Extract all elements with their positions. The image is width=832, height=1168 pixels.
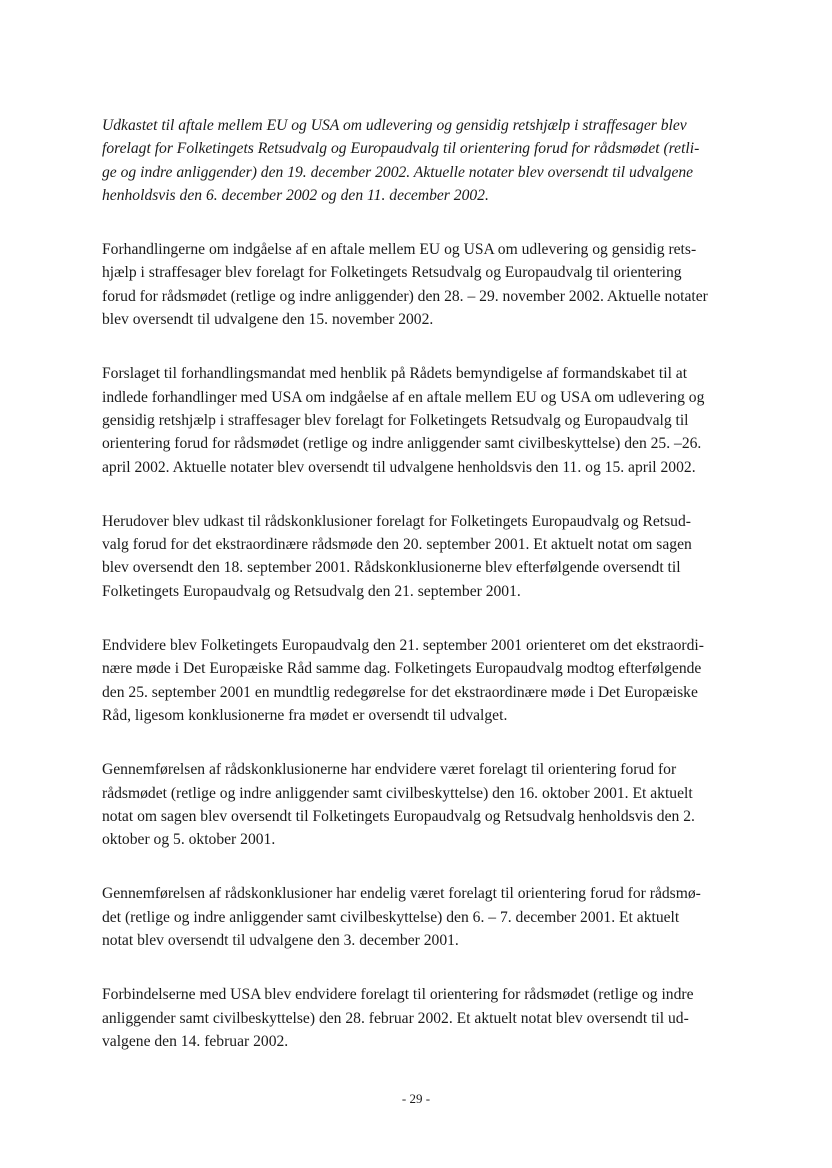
document-page [102, 114, 762, 1084]
paragraph-line: det (retlige og indre anliggender samt civilbeskyttelse) den 6. – 7. december 2001. Et aktuelt [102, 908, 680, 926]
paragraph-line: Folketingets Europaudvalg og Retsudvalg den 21. september 2001. [102, 582, 521, 600]
paragraph-line: indlede forhandlinger med USA om indgåelse af en aftale mellem EU og USA om udlevering og [102, 388, 705, 406]
intro-paragraph [102, 114, 762, 207]
paragraph-line: orientering forud for rådsmødet (retlige og indre anliggender samt civilbeskyttelse) den 25. –26. [102, 435, 702, 453]
paragraph-line: valg forud for det ekstraordinære rådsmøde den 20. september 2001. Et aktuelt notat om sagen [102, 536, 692, 554]
paragraph-line: april 2002. Aktuelle notater blev oversendt til udvalgene henholdsvis den 11. og 15. april 2002. [102, 458, 696, 476]
paragraph-line: nære møde i Det Europæiske Råd samme dag. Folketingets Europaudvalg modtog efterfølgende [102, 660, 702, 678]
page-number: - 29 - [401, 1091, 431, 1106]
paragraph-line: blev oversendt til udvalgene den 15. november 2002. [102, 311, 434, 329]
paragraph-line: Forhandlingerne om indgåelse af en aftale mellem EU og USA om udlevering og gensidig rets- [102, 241, 697, 259]
paragraph-line: Gennemførelsen af rådskonklusioner har endelig været forelagt til orientering forud for rådsmø- [102, 885, 701, 903]
paragraph-line: Forbindelserne med USA blev endvidere forelagt til orientering for rådsmødet (retlige og indre [102, 986, 694, 1004]
paragraph-line: Råd, ligesom konklusionerne fra mødet er oversendt til udvalget. [102, 706, 508, 724]
paragraph-line: notat blev oversendt til udvalgene den 3. december 2001. [102, 932, 459, 950]
intro-line: henholdsvis den 6. december 2002 og den 11. december 2002. [102, 186, 489, 204]
paragraph-negotiations [102, 238, 762, 331]
paragraph-line: Endvidere blev Folketingets Europaudvalg den 21. september 2001 orienteret om det ekstraordi- [102, 637, 704, 655]
paragraph-line: oktober og 5. oktober 2001. [102, 831, 276, 849]
paragraph-line: valgene den 14. februar 2002. [102, 1032, 289, 1050]
paragraph-line: anliggender samt civilbeskyttelse) den 28. februar 2002. Et aktuelt notat blev oversendt til ud- [102, 1009, 689, 1027]
paragraph-line: gensidig retshjælp i straffesager blev forelagt for Folketingets Retsudvalg og Europaudvalg til [102, 411, 689, 429]
intro-line: ge og indre anliggender) den 19. december 2002. Aktuelle notater blev oversendt til udvalgene [102, 163, 694, 181]
paragraph-council-conclusions [102, 510, 762, 603]
paragraph-mandate [102, 362, 762, 478]
intro-line: forelagt for Folketingets Retsudvalg og Europaudvalg til orientering forud for rådsmødet (retli- [102, 140, 700, 158]
paragraph-line: forud for rådsmødet (retlige og indre anliggender) den 28. – 29. november 2002. Aktuelle notater [102, 287, 708, 305]
paragraph-line: notat om sagen blev oversendt til Folketingets Europaudvalg og Retsudvalg henholdsvis den 2. [102, 807, 695, 825]
paragraph-line: den 25. september 2001 en mundtlig redegørelse for det ekstraordinære møde i Det Europæiske [102, 683, 698, 701]
paragraph-line: rådsmødet (retlige og indre anliggender samt civilbeskyttelse) den 16. oktober 2001. Et aktuelt [102, 784, 693, 802]
intro-line: Udkastet til aftale mellem EU og USA om udlevering og gensidig retshjælp i straffesager blev [102, 117, 687, 134]
paragraph-line: blev oversendt den 18. september 2001. Rådskonklusionerne blev efterfølgende oversendt til [102, 559, 681, 577]
paragraph-implementation-october [102, 758, 762, 851]
paragraph-line: hjælp i straffesager blev forelagt for Folketingets Retsudvalg og Europaudvalg til orientering [102, 264, 682, 282]
paragraph-line: Gennemførelsen af rådskonklusionerne har endvidere været forelagt til orientering forud for [102, 761, 677, 779]
paragraph-implementation-december [102, 882, 762, 952]
paragraph-usa-relations [102, 983, 762, 1053]
paragraph-line: Herudover blev udkast til rådskonklusioner forelagt for Folketingets Europaudvalg og Retsud- [102, 512, 691, 530]
paragraph-line: Forslaget til forhandlingsmandat med henblik på Rådets bemyndigelse af formandskabet til at [102, 365, 688, 383]
paragraph-european-council [102, 634, 762, 727]
